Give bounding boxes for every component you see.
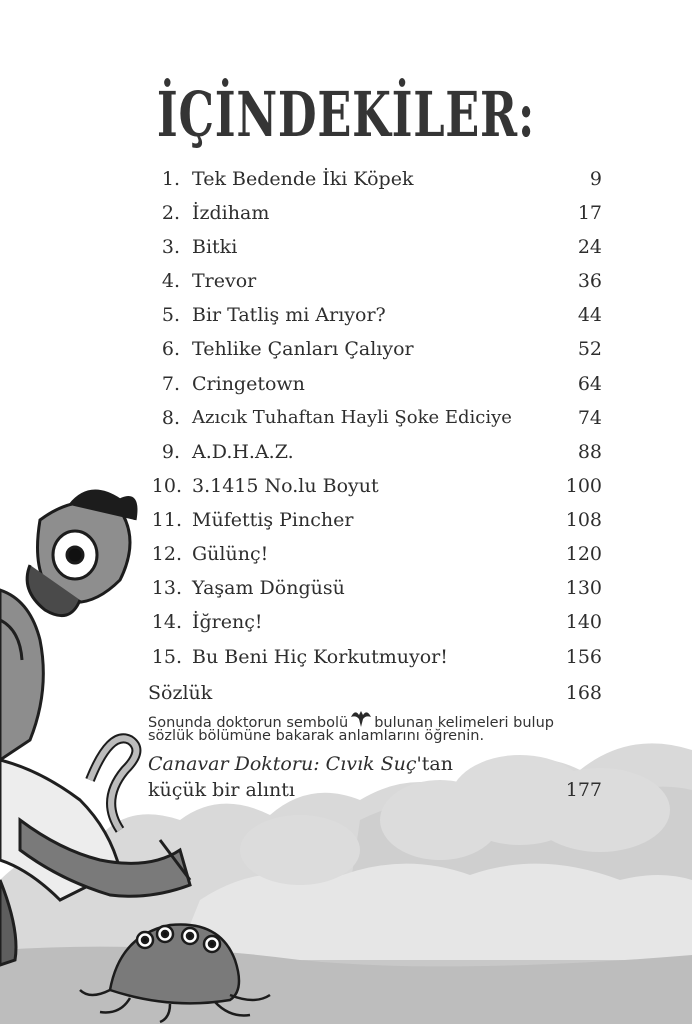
chapter-title: 3.1415 No.lu Boyut bbox=[192, 475, 379, 497]
chapter-title: Trevor bbox=[192, 270, 257, 292]
chapter-number: 6. bbox=[161, 338, 180, 360]
chapter-page: 17 bbox=[577, 202, 602, 224]
bat-wing-doctor-symbol-icon bbox=[349, 707, 373, 729]
chapter-number: 3. bbox=[161, 236, 180, 258]
glossary-note-text: bulunan kelimeleri bulup bbox=[374, 715, 554, 731]
chapter-title: İğrenç! bbox=[192, 611, 263, 633]
glossary-note-line-2: sözlük bölümüne bakarak anlamlarını öğrenin. bbox=[148, 728, 485, 744]
chapter-title: Müfettiş Pincher bbox=[192, 509, 354, 531]
excerpt-suffix: 'tan bbox=[416, 753, 453, 775]
excerpt-book-title: Canavar Doktoru: Cıvık Suç bbox=[148, 753, 417, 775]
chapter-title: Tek Bedende İki Köpek bbox=[192, 168, 414, 190]
chapter-number: 12. bbox=[151, 543, 182, 565]
chapter-number: 11. bbox=[151, 509, 182, 531]
excerpt-title-line-2: küçük bir alıntı bbox=[148, 779, 295, 801]
chapter-title: Bir Tatliş mi Arıyor? bbox=[192, 304, 386, 326]
flying-head-illustration bbox=[27, 491, 136, 616]
chapter-number: 5. bbox=[161, 304, 180, 326]
chapter-title: Yaşam Döngüsü bbox=[192, 577, 345, 599]
chapter-number: 10. bbox=[151, 475, 182, 497]
chapter-number: 14. bbox=[151, 611, 182, 633]
chapter-page: 140 bbox=[565, 611, 602, 633]
chapter-page: 36 bbox=[577, 270, 602, 292]
chapter-page: 9 bbox=[589, 168, 602, 190]
chapter-page: 100 bbox=[565, 475, 602, 497]
chapter-number: 9. bbox=[161, 441, 180, 463]
chapter-page: 156 bbox=[565, 646, 602, 668]
chapter-page: 130 bbox=[565, 577, 602, 599]
glossary-page: 168 bbox=[565, 682, 602, 704]
glossary-note-text: Sonunda doktorun sembolü bbox=[148, 715, 349, 731]
chapter-number: 4. bbox=[161, 270, 180, 292]
chapter-title: Cringetown bbox=[192, 373, 305, 395]
chapter-title: Gülünç! bbox=[192, 543, 269, 565]
chapter-title: Bitki bbox=[192, 236, 238, 258]
chapter-page: 74 bbox=[577, 407, 602, 429]
chapter-page: 64 bbox=[577, 373, 602, 395]
chapter-number: 2. bbox=[161, 202, 180, 224]
glossary-title: Sözlük bbox=[148, 682, 213, 704]
chapter-title: İzdiham bbox=[192, 202, 270, 224]
chapter-page: 108 bbox=[565, 509, 602, 531]
chapter-title: Azıcık Tuhaftan Hayli Şoke Ediciye bbox=[192, 407, 512, 428]
chapter-number: 13. bbox=[151, 577, 182, 599]
excerpt-title-line-1 bbox=[148, 753, 453, 775]
chapter-number: 15. bbox=[151, 646, 182, 668]
chapter-title: A.D.H.A.Z. bbox=[192, 441, 294, 463]
chapter-number: 8. bbox=[161, 407, 180, 429]
chapter-page: 88 bbox=[577, 441, 602, 463]
chapter-number: 1. bbox=[161, 168, 180, 190]
excerpt-page: 177 bbox=[565, 779, 602, 801]
chapter-number: 7. bbox=[161, 373, 180, 395]
chapter-page: 52 bbox=[577, 338, 602, 360]
page-title: İÇİNDEKİLER: bbox=[156, 78, 536, 151]
chapter-title: Tehlike Çanları Çalıyor bbox=[192, 338, 414, 360]
chapter-page: 24 bbox=[577, 236, 602, 258]
chapter-page: 120 bbox=[565, 543, 602, 565]
chapter-title: Bu Beni Hiç Korkutmuyor! bbox=[192, 646, 448, 668]
chapter-page: 44 bbox=[577, 304, 602, 326]
